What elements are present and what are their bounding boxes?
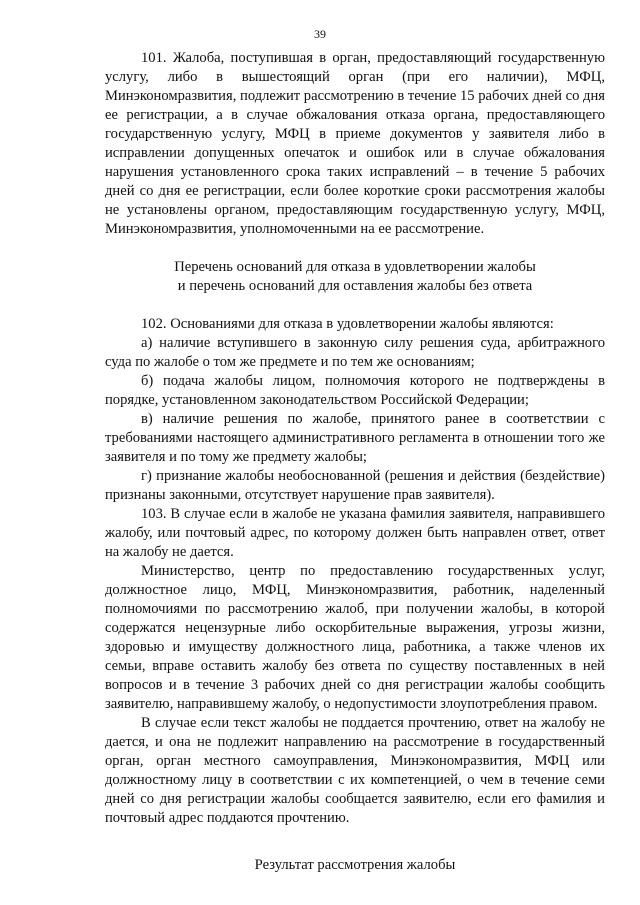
page-number: 39 xyxy=(314,27,326,41)
paragraph-102-g: г) признание жалобы необоснованной (решения и действия (бездействие) признаны законными, отсутствует нарушение прав заявителя). xyxy=(105,468,605,503)
paragraph-103: 103. В случае если в жалобе не указана фамилия заявителя, направившего жалобу, или почтовый адрес, по которому должен быть направлен ответ, ответ на жалобу не дается. xyxy=(105,506,605,560)
section-heading-refusal-line-2: и перечень оснований для оставления жалобы без ответа xyxy=(177,278,533,294)
document-body xyxy=(105,49,605,875)
paragraph-103-unreadable: В случае если текст жалобы не поддается прочтению, ответ на жалобу не дается, и она не подлежит направлению на рассмотрение в государственный орган, орган местного самоуправления, Минэкономразвития, МФЦ или должностному лицу в соответствии с их компетенцией, о чем в течение семи дней со дня регистрации жалобы сообщается заявителю, если его фамилия и почтовый адрес поддаются прочтению. xyxy=(105,715,605,826)
paragraph-102-b: б) подача жалобы лицом, полномочия которого не подтверждены в порядке, установленном законодательством Российской Федерации; xyxy=(105,373,605,408)
section-heading-refusal-line-1: Перечень оснований для отказа в удовлетворении жалобы xyxy=(174,259,536,275)
paragraph-102-v: в) наличие решения по жалобе, принятого ранее в соответствии с требованиями настоящего административного регламента в отношении того же заявителя и по тому же предмету жалобы; xyxy=(105,411,605,465)
paragraph-103-ministry: Министерство, центр по предоставлению государственных услуг, должностное лицо, МФЦ, Минэкономразвития, работник, наделенный полномочиями по рассмотрению жалоб, при получении жалобы, в которой содержатся нецензурные либо оскорбительные выражения, угрозы жизни, здоровью и имуществу должностного лица, работника, а также членов их семьи, вправе оставить жалобу без ответа по существу поставленных в ней вопросов и в течение 3 рабочих дней со дня регистрации жалобы сообщить заявителю, направившему жалобу, о недопустимости злоупотребления правом. xyxy=(105,563,605,712)
paragraph-102: 102. Основаниями для отказа в удовлетворении жалобы являются: xyxy=(141,316,554,332)
section-heading-result: Результат рассмотрения жалобы xyxy=(254,857,456,873)
paragraph-101: 101. Жалоба, поступившая в орган, предоставляющий государственную услугу, либо в вышестоящий орган (при его наличии), МФЦ, Минэкономразвития, подлежит рассмотрению в течение 15 рабочих дней со дня ее регистрации, а в случае обжалования отказа органа, предоставляющего государственную услугу, МФЦ в приеме документов у заявителя либо в исправлении допущенных опечаток и ошибок или в случае обжалования нарушения установленного срока таких исправлений – в течение 5 рабочих дней со дня ее регистрации, если более короткие сроки рассмотрения жалобы не установлены органом, предоставляющим государственную услугу, МФЦ, Минэкономразвития, уполномоченными на ее рассмотрение. xyxy=(105,50,605,237)
paragraph-102-a: а) наличие вступившего в законную силу решения суда, арбитражного суда по жалобе о том же предмете и по тем же основаниям; xyxy=(105,335,605,370)
